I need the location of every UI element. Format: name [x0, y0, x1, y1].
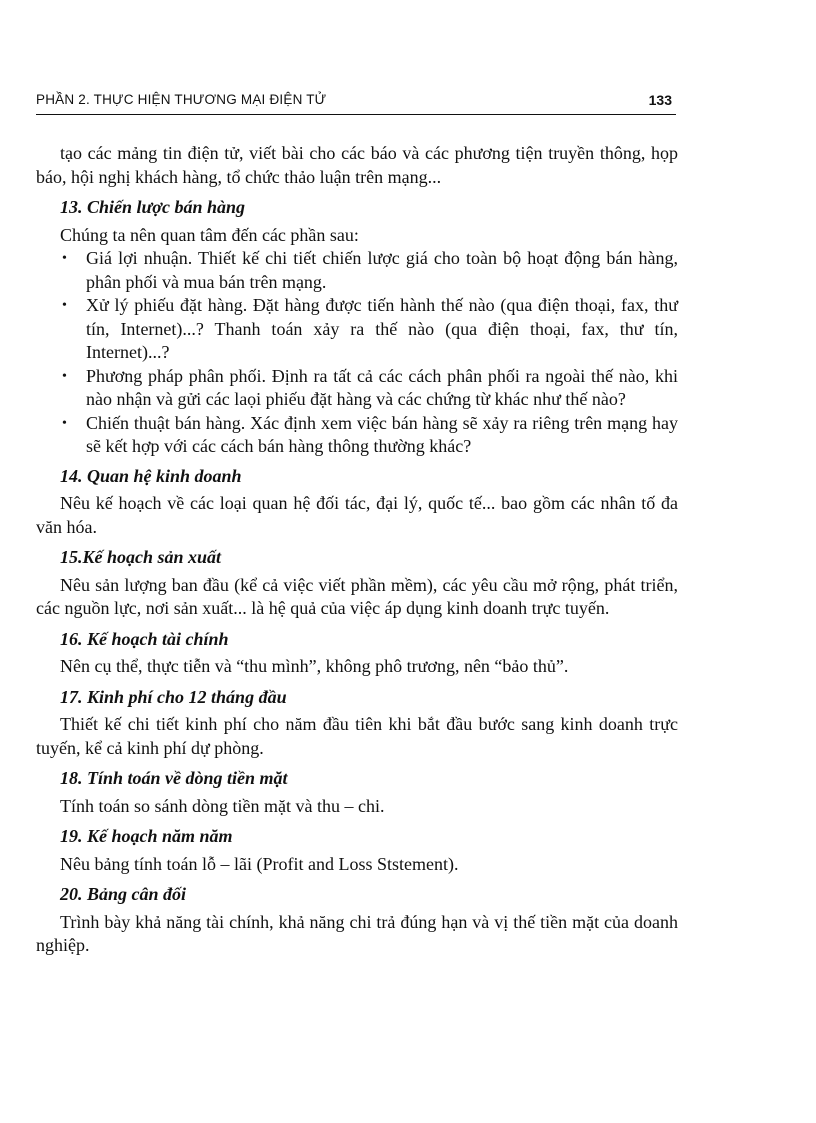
bullet-icon: • [62, 415, 67, 431]
section-13-bullet-list [36, 247, 678, 459]
section-heading-17: 17. Kinh phí cho 12 tháng đầu [60, 686, 287, 707]
section-heading-13: 13. Chiến lược bán hàng [60, 197, 245, 217]
list-item-text: Chiến thuật bán hàng. Xác định xem việc bán hàng sẽ xảy ra riêng trên mạng hay sẽ kết hợp với các cách bán hàng thông thường khác? [86, 412, 678, 456]
list-item [60, 294, 678, 365]
intro-paragraph: tạo các mảng tin điện tử, viết bài cho các báo và các phương tiện truyền thông, họp báo, hội nghị khách hàng, tổ chức thảo luận trên mạng... [36, 143, 678, 187]
section-heading-20: 20. Bảng cân đối [60, 884, 187, 904]
section-heading-19: 19. Kế hoạch năm năm [60, 826, 233, 846]
section-heading-16: 16. Kế hoạch tài chính [60, 628, 229, 649]
section-14-text: Nêu kế hoạch về các loại quan hệ đối tác, đại lý, quốc tế... bao gồm các nhân tố đa văn hóa. [36, 493, 678, 537]
list-item [60, 365, 678, 412]
bullet-icon: • [62, 368, 67, 384]
section-heading-14: 14. Quan hệ kinh doanh [60, 465, 242, 486]
list-item-text: Giá lợi nhuận. Thiết kế chi tiết chiến lược giá cho toàn bộ hoạt động bán hàng, phân phối và mua bán trên mạng. [86, 248, 678, 292]
list-item-text: Xử lý phiếu đặt hàng. Đặt hàng được tiến hành thế nào (qua điện thoại, fax, thư tín, Internet)...? Thanh toán xảy ra thế nào (qua điện thoại, fax, thư tín, Internet)...? [86, 295, 678, 362]
bullet-icon: • [62, 251, 67, 266]
section-18-text: Tính toán so sánh dòng tiền mặt và thu – chi. [60, 795, 385, 816]
section-heading-18: 18. Tính toán về dòng tiền mặt [60, 768, 288, 788]
section-17-text: Thiết kế chi tiết kinh phí cho năm đầu tiên khi bắt đầu bước sang kinh doanh trực tuyến, kể cả kinh phí dự phòng. [36, 714, 678, 758]
section-19-text: Nêu bảng tính toán lỗ – lãi (Profit and Loss Ststement). [60, 853, 459, 874]
page-body [36, 142, 678, 958]
bullet-icon: • [62, 298, 67, 313]
running-title: PHẦN 2. THỰC HIỆN THƯƠNG MẠI ĐIỆN TỬ [36, 92, 327, 107]
section-20-text: Trình bày khả năng tài chính, khả năng chi trả đúng hạn và vị thế tiền mặt của doanh nghiệp. [36, 911, 678, 955]
page-number: 133 [648, 92, 672, 108]
page-header [36, 88, 676, 115]
section-13-lead: Chúng ta nên quan tâm đến các phần sau: [60, 224, 359, 245]
section-16-text: Nên cụ thể, thực tiễn và “thu mình”, không phô trương, nên “bảo thủ”. [60, 656, 569, 676]
section-15-text: Nêu sản lượng ban đầu (kể cả việc viết phần mềm), các yêu cầu mở rộng, phát triển, các nguồn lực, nơi sản xuất... là hệ quả của việc áp dụng kinh doanh trực tuyến. [36, 574, 678, 618]
section-heading-15: 15.Kế hoạch sản xuất [60, 547, 222, 567]
list-item [60, 247, 678, 294]
list-item [60, 412, 678, 459]
list-item-text: Phương pháp phân phối. Định ra tất cả các cách phân phối ra ngoài thế nào, khi nào nhận và gửi các laọi phiếu đặt hàng và các chứng từ khác như thế nào? [86, 365, 678, 409]
